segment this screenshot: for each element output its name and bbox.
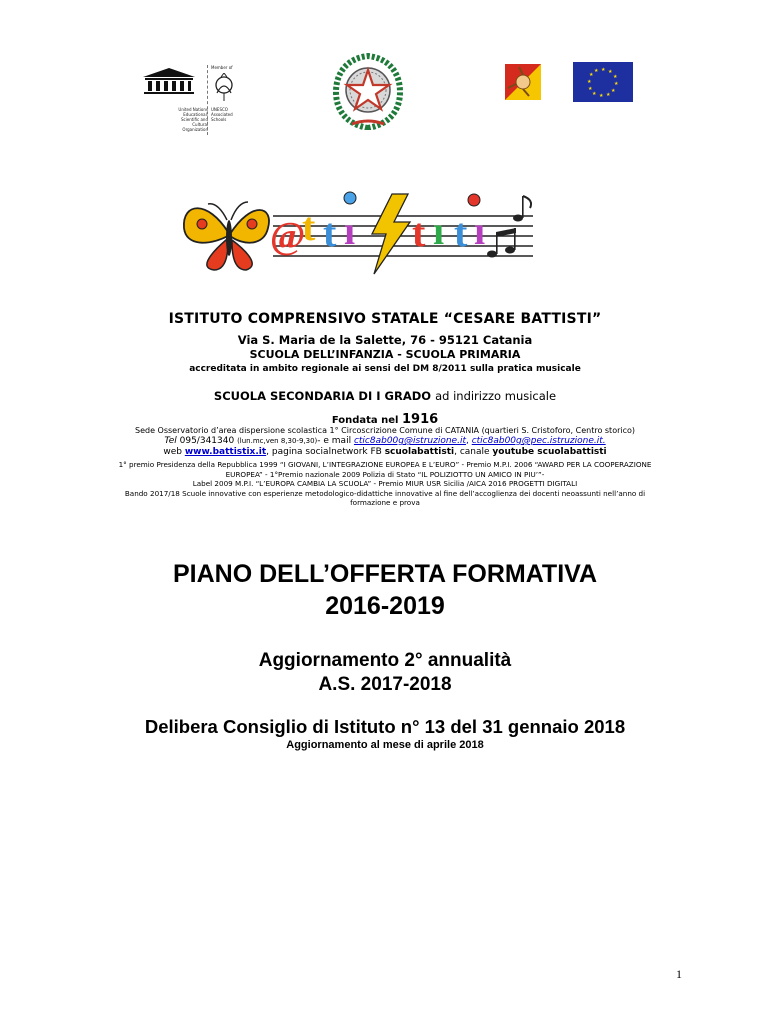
founded-label: Fondata nel xyxy=(331,415,402,426)
svg-text:★: ★ xyxy=(599,93,604,99)
unesco-associated-schools-icon xyxy=(211,73,237,103)
school-battisti-logo xyxy=(178,188,548,278)
institute-name: ISTITUTO COMPRENSIVO STATALE “CESARE BATTISTI” xyxy=(168,311,602,327)
unesco-org-line: Cultural Organization xyxy=(182,122,208,132)
awards-line: 1° premio Presidenza della Repubblica 1999 “I GIOVANI, L’INTEGRAZIONE EUROPEA E L’EURO” - Premio M.P.I. 2006 “AWARD PER LA COOPERAZIONE xyxy=(118,460,652,469)
awards-line: Label 2009 M.P.I. “L’EUROPA CAMBIA LA SCUOLA” - Premio MIUR USR Sicilia /AICA 2016 PROGETTI DIGITALI xyxy=(192,479,578,488)
bando-line: Bando 2017/18 Scuole innovative con esperienze metodologico-didattiche innovative al fine dell’accoglienza dei docenti neoassunti nell’anno di xyxy=(124,488,646,498)
update-annuality: Aggiornamento 2° annualità xyxy=(258,650,512,671)
svg-text:t: t xyxy=(302,204,316,249)
svg-text:★: ★ xyxy=(587,79,592,85)
svg-text:★: ★ xyxy=(601,67,606,73)
butterfly-icon xyxy=(184,202,269,270)
svg-text:★: ★ xyxy=(608,69,613,75)
secondary-school-music: ad indirizzo musicale xyxy=(435,389,557,403)
facebook-page: scuolabattisti xyxy=(384,447,455,457)
unesco-temple-icon xyxy=(140,67,198,95)
secondary-school-label: SCUOLA SECONDARIA DI I GRADO xyxy=(213,389,436,403)
web-label: web xyxy=(163,447,185,457)
tel-label: Tel xyxy=(164,436,177,446)
secondary-school-line xyxy=(0,389,770,403)
channel-label: , canale xyxy=(454,447,493,457)
sicily-region-flag-icon xyxy=(503,62,543,102)
svg-text:★: ★ xyxy=(613,74,618,80)
unesco-aspnet-line: Schools xyxy=(211,117,227,122)
svg-text:★: ★ xyxy=(606,92,611,98)
unesco-aspnet-line: UNESCO xyxy=(211,107,228,112)
youtube-channel: youtube scuolabattisti xyxy=(492,447,607,457)
accreditation-note: accreditata in ambito regionale ai sensi del DM 8/2011 sulla pratica musicale xyxy=(189,364,581,374)
svg-text:★: ★ xyxy=(594,68,599,74)
school-year: A.S. 2017-2018 xyxy=(318,674,452,695)
unesco-org-line: Educational, Scientific and xyxy=(180,112,208,122)
founded-year: 1916 xyxy=(401,412,439,427)
svg-text:★: ★ xyxy=(589,72,594,78)
seat-info: Sede Osservatorio d’area dispersione scolastica 1° Circoscrizione Comune di CATANIA (quartieri S. Cristoforo, Centro storico) xyxy=(134,426,636,435)
school-address: Via S. Maria de la Salette, 76 - 95121 Catania xyxy=(237,333,533,347)
eu-flag-icon xyxy=(573,62,633,102)
svg-text:★: ★ xyxy=(588,86,593,92)
unesco-org-line: United Nations xyxy=(178,107,208,112)
unesco-aspnet-line: Associated xyxy=(211,112,233,117)
svg-text:★: ★ xyxy=(592,91,597,97)
svg-text:t: t xyxy=(412,210,426,255)
social-label: , pagina socialnetwork FB xyxy=(266,447,385,457)
tel-number: 095/341340 xyxy=(176,436,238,446)
svg-text:ı: ı xyxy=(474,208,486,253)
website-link[interactable]: www.battistix.it xyxy=(184,447,267,457)
awards-line: EUROPEA” - 1°Premio nazionale 2009 Polizia di Stato “IL POLIZIOTTO UN AMICO IN PIU’”- xyxy=(225,469,545,479)
mail-label: - e mail xyxy=(317,436,354,446)
document-years: 2016-2019 xyxy=(325,592,445,620)
svg-text:t: t xyxy=(323,210,337,255)
unesco-member-of: Member of xyxy=(211,65,233,70)
svg-text:★: ★ xyxy=(614,81,619,87)
svg-text:t: t xyxy=(454,210,468,255)
web-line xyxy=(0,447,770,458)
unesco-divider xyxy=(207,65,208,135)
tel-hours: (lun.mc,ven 8,30-9,30) xyxy=(237,437,318,445)
logos-row xyxy=(0,55,770,135)
awards-block xyxy=(0,460,770,508)
council-resolution: Delibera Consiglio di Istituto n° 13 del 31 gennaio 2018 xyxy=(144,716,626,737)
music-notes-icon xyxy=(487,196,531,258)
document-title: PIANO DELL’OFFERTA FORMATIVA xyxy=(172,560,598,588)
founded-line xyxy=(0,408,770,427)
italian-republic-emblem-icon xyxy=(332,52,404,130)
email-link[interactable]: ctic8ab00g@istruzione.it xyxy=(353,436,466,446)
schools-primary: SCUOLA DELL’INFANZIA - SCUOLA PRIMARIA xyxy=(249,348,521,361)
contact-line xyxy=(0,436,770,447)
svg-text:ı: ı xyxy=(433,208,445,253)
update-month: Aggiornamento al mese di aprile 2018 xyxy=(286,739,484,751)
page-number: 1 xyxy=(676,967,682,981)
unesco-logo xyxy=(140,65,250,135)
svg-text:ı: ı xyxy=(344,208,356,253)
email-separator: , xyxy=(465,436,472,446)
svg-text:@: @ xyxy=(270,215,306,257)
bando-line: formazione e prova xyxy=(350,498,420,507)
svg-text:★: ★ xyxy=(611,88,616,94)
pec-email-link[interactable]: ctic8ab00g@pec.istruzione.it. xyxy=(471,436,606,446)
